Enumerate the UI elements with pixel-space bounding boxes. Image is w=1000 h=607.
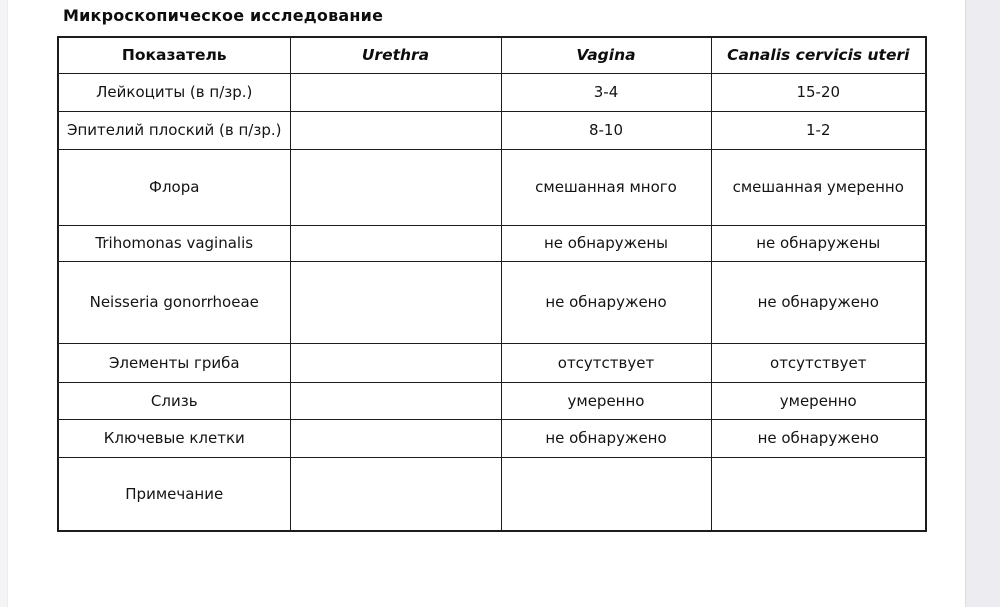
canalis-value-cell: не обнаружены — [711, 225, 926, 261]
table-row — [58, 111, 926, 149]
table-header-row — [58, 37, 926, 73]
microscopy-results-table — [57, 36, 927, 532]
table-row — [58, 261, 926, 343]
vagina-value-cell: не обнаружено — [501, 261, 711, 343]
page-edge-left — [0, 0, 8, 607]
urethra-value-cell — [290, 111, 501, 149]
table-row — [58, 73, 926, 111]
section-title: Микроскопическое исследование — [63, 6, 384, 25]
parameter-cell: Neisseria gonorrhoeae — [58, 261, 290, 343]
vagina-value-cell: умеренно — [501, 382, 711, 419]
header-canalis-cervicis-uteri: Canalis cervicis uteri — [711, 37, 926, 73]
urethra-value-cell — [290, 261, 501, 343]
parameter-cell: Ключевые клетки — [58, 419, 290, 457]
vagina-value-cell: 3-4 — [501, 73, 711, 111]
parameter-cell: Элементы гриба — [58, 343, 290, 382]
parameter-cell: Флора — [58, 149, 290, 225]
table-row — [58, 343, 926, 382]
urethra-value-cell — [290, 149, 501, 225]
table-row — [58, 149, 926, 225]
vagina-value-cell: 8-10 — [501, 111, 711, 149]
urethra-value-cell — [290, 382, 501, 419]
vagina-value-cell: не обнаружены — [501, 225, 711, 261]
vagina-value-cell — [501, 457, 711, 531]
parameter-cell: Слизь — [58, 382, 290, 419]
parameter-cell: Примечание — [58, 457, 290, 531]
urethra-value-cell — [290, 73, 501, 111]
urethra-value-cell — [290, 225, 501, 261]
canalis-value-cell: не обнаружено — [711, 261, 926, 343]
table-row — [58, 382, 926, 419]
table-row — [58, 419, 926, 457]
vagina-value-cell: не обнаружено — [501, 419, 711, 457]
header-parameter: Показатель — [58, 37, 290, 73]
urethra-value-cell — [290, 419, 501, 457]
canalis-value-cell: 15-20 — [711, 73, 926, 111]
parameter-cell: Эпителий плоский (в п/зр.) — [58, 111, 290, 149]
parameter-cell: Trihomonas vaginalis — [58, 225, 290, 261]
page-edge-right — [965, 0, 1000, 607]
urethra-value-cell — [290, 343, 501, 382]
canalis-value-cell: смешанная умеренно — [711, 149, 926, 225]
table-row — [58, 457, 926, 531]
table-row — [58, 225, 926, 261]
canalis-value-cell: отсутствует — [711, 343, 926, 382]
canalis-value-cell: 1-2 — [711, 111, 926, 149]
header-vagina: Vagina — [501, 37, 711, 73]
header-urethra: Urethra — [290, 37, 501, 73]
canalis-value-cell: умеренно — [711, 382, 926, 419]
urethra-value-cell — [290, 457, 501, 531]
parameter-cell: Лейкоциты (в п/зр.) — [58, 73, 290, 111]
canalis-value-cell — [711, 457, 926, 531]
canalis-value-cell: не обнаружено — [711, 419, 926, 457]
vagina-value-cell: смешанная много — [501, 149, 711, 225]
vagina-value-cell: отсутствует — [501, 343, 711, 382]
